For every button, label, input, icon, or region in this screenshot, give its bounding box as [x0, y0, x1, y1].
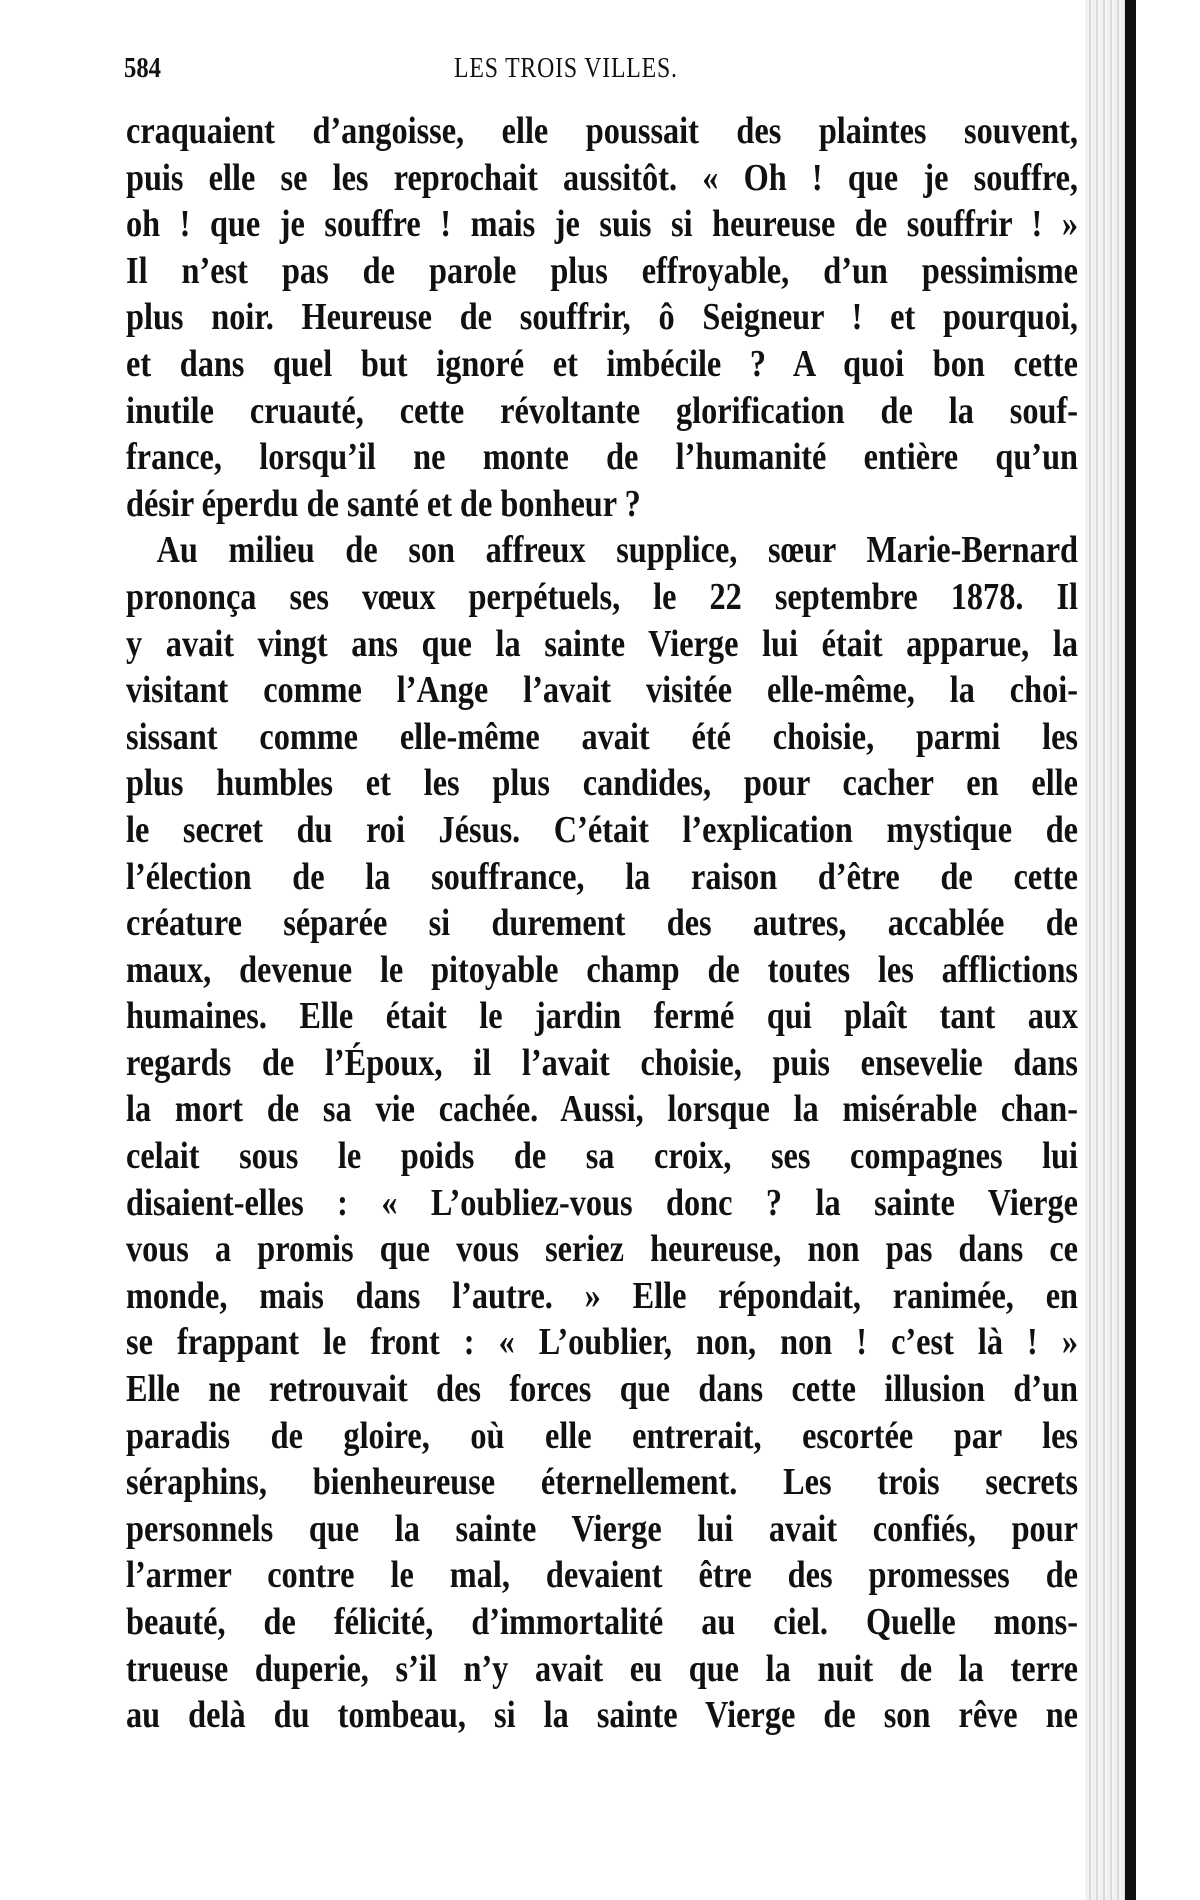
text-line: désir éperdu de santé et de bonheur ? — [126, 482, 641, 525]
text-line: le secret du roi Jésus. C’était l’explication mystique de — [126, 808, 1078, 851]
text-line: humaines. Elle était le jardin fermé qui plaît tant aux — [126, 995, 1078, 1038]
text-line: beauté, de félicité, d’immortalité au ciel. Quelle mons- — [126, 1601, 1078, 1643]
text-line: regards de l’Époux, il l’avait choisie, puis ensevelie dans — [126, 1041, 1078, 1084]
text-line: plus humbles et les plus candides, pour cacher en elle — [126, 762, 1078, 805]
text-line: puis elle se les reprochait aussitôt. « Oh ! que je souffre, — [126, 156, 1078, 199]
text-line: disaient-elles : « L’oubliez-vous donc ? la sainte Vierge — [126, 1181, 1078, 1224]
text-line: personnels que la sainte Vierge lui avait confiés, pour — [126, 1507, 1078, 1550]
text-line: craquaient d’angoisse, elle poussait des plaintes souvent, — [126, 110, 1078, 152]
text-line: monde, mais dans l’autre. » Elle répondait, ranimée, en — [126, 1274, 1078, 1317]
text-line: Il n’est pas de parole plus effroyable, d’un pessimisme — [126, 249, 1078, 292]
running-title: LES TROIS VILLES. — [454, 52, 678, 84]
text-line: plus noir. Heureuse de souffrir, ô Seigneur ! et pourquoi, — [126, 296, 1078, 339]
text-line: la mort de sa vie cachée. Aussi, lorsque la misérable chan- — [126, 1088, 1078, 1131]
text-line: sissant comme elle-même avait été choisie, parmi les — [126, 715, 1078, 758]
text-line: inutile cruauté, cette révoltante glorification de la souf- — [126, 389, 1078, 432]
text-line: trueuse duperie, s’il n’y avait eu que la nuit de la terre — [126, 1647, 1078, 1690]
text-line: prononça ses vœux perpétuels, le 22 septembre 1878. Il — [126, 575, 1078, 618]
text-line: visitant comme l’Ange l’avait visitée elle-même, la choi- — [126, 669, 1078, 712]
text-line: Au milieu de son affreux supplice, sœur Marie-Bernard — [156, 529, 1079, 572]
text-line: l’armer contre le mal, devaient être des promesses de — [126, 1554, 1078, 1597]
text-line: l’élection de la souffrance, la raison d’être de cette — [126, 855, 1078, 898]
text-line: france, lorsqu’il ne monte de l’humanité entière qu’un — [126, 436, 1078, 479]
page-number: 584 — [124, 52, 161, 84]
text-line: oh ! que je souffre ! mais je suis si heureuse de souffrir ! » — [126, 203, 1078, 246]
text-line: maux, devenue le pitoyable champ de toutes les afflictions — [126, 948, 1078, 991]
text-line: se frappant le front : « L’oublier, non, non ! c’est là ! » — [126, 1321, 1078, 1364]
text-line: au delà du tombeau, si la sainte Vierge de son rêve ne — [126, 1694, 1078, 1737]
body-text — [126, 108, 1200, 1739]
text-line: Elle ne retrouvait des forces que dans cette illusion d’un — [126, 1368, 1078, 1411]
text-line: créature séparée si durement des autres, accablée de — [126, 902, 1078, 945]
text-line: vous a promis que vous seriez heureuse, non pas dans ce — [126, 1228, 1078, 1271]
text-line: y avait vingt ans que la sainte Vierge lui était apparue, la — [126, 622, 1078, 665]
text-line: et dans quel but ignoré et imbécile ? A quoi bon cette — [126, 342, 1078, 385]
text-line: séraphins, bienheureuse éternellement. Les trois secrets — [126, 1461, 1078, 1504]
text-line: paradis de gloire, où elle entrerait, escortée par les — [126, 1414, 1078, 1457]
running-header — [124, 52, 744, 92]
text-line: celait sous le poids de sa croix, ses compagnes lui — [126, 1135, 1078, 1178]
